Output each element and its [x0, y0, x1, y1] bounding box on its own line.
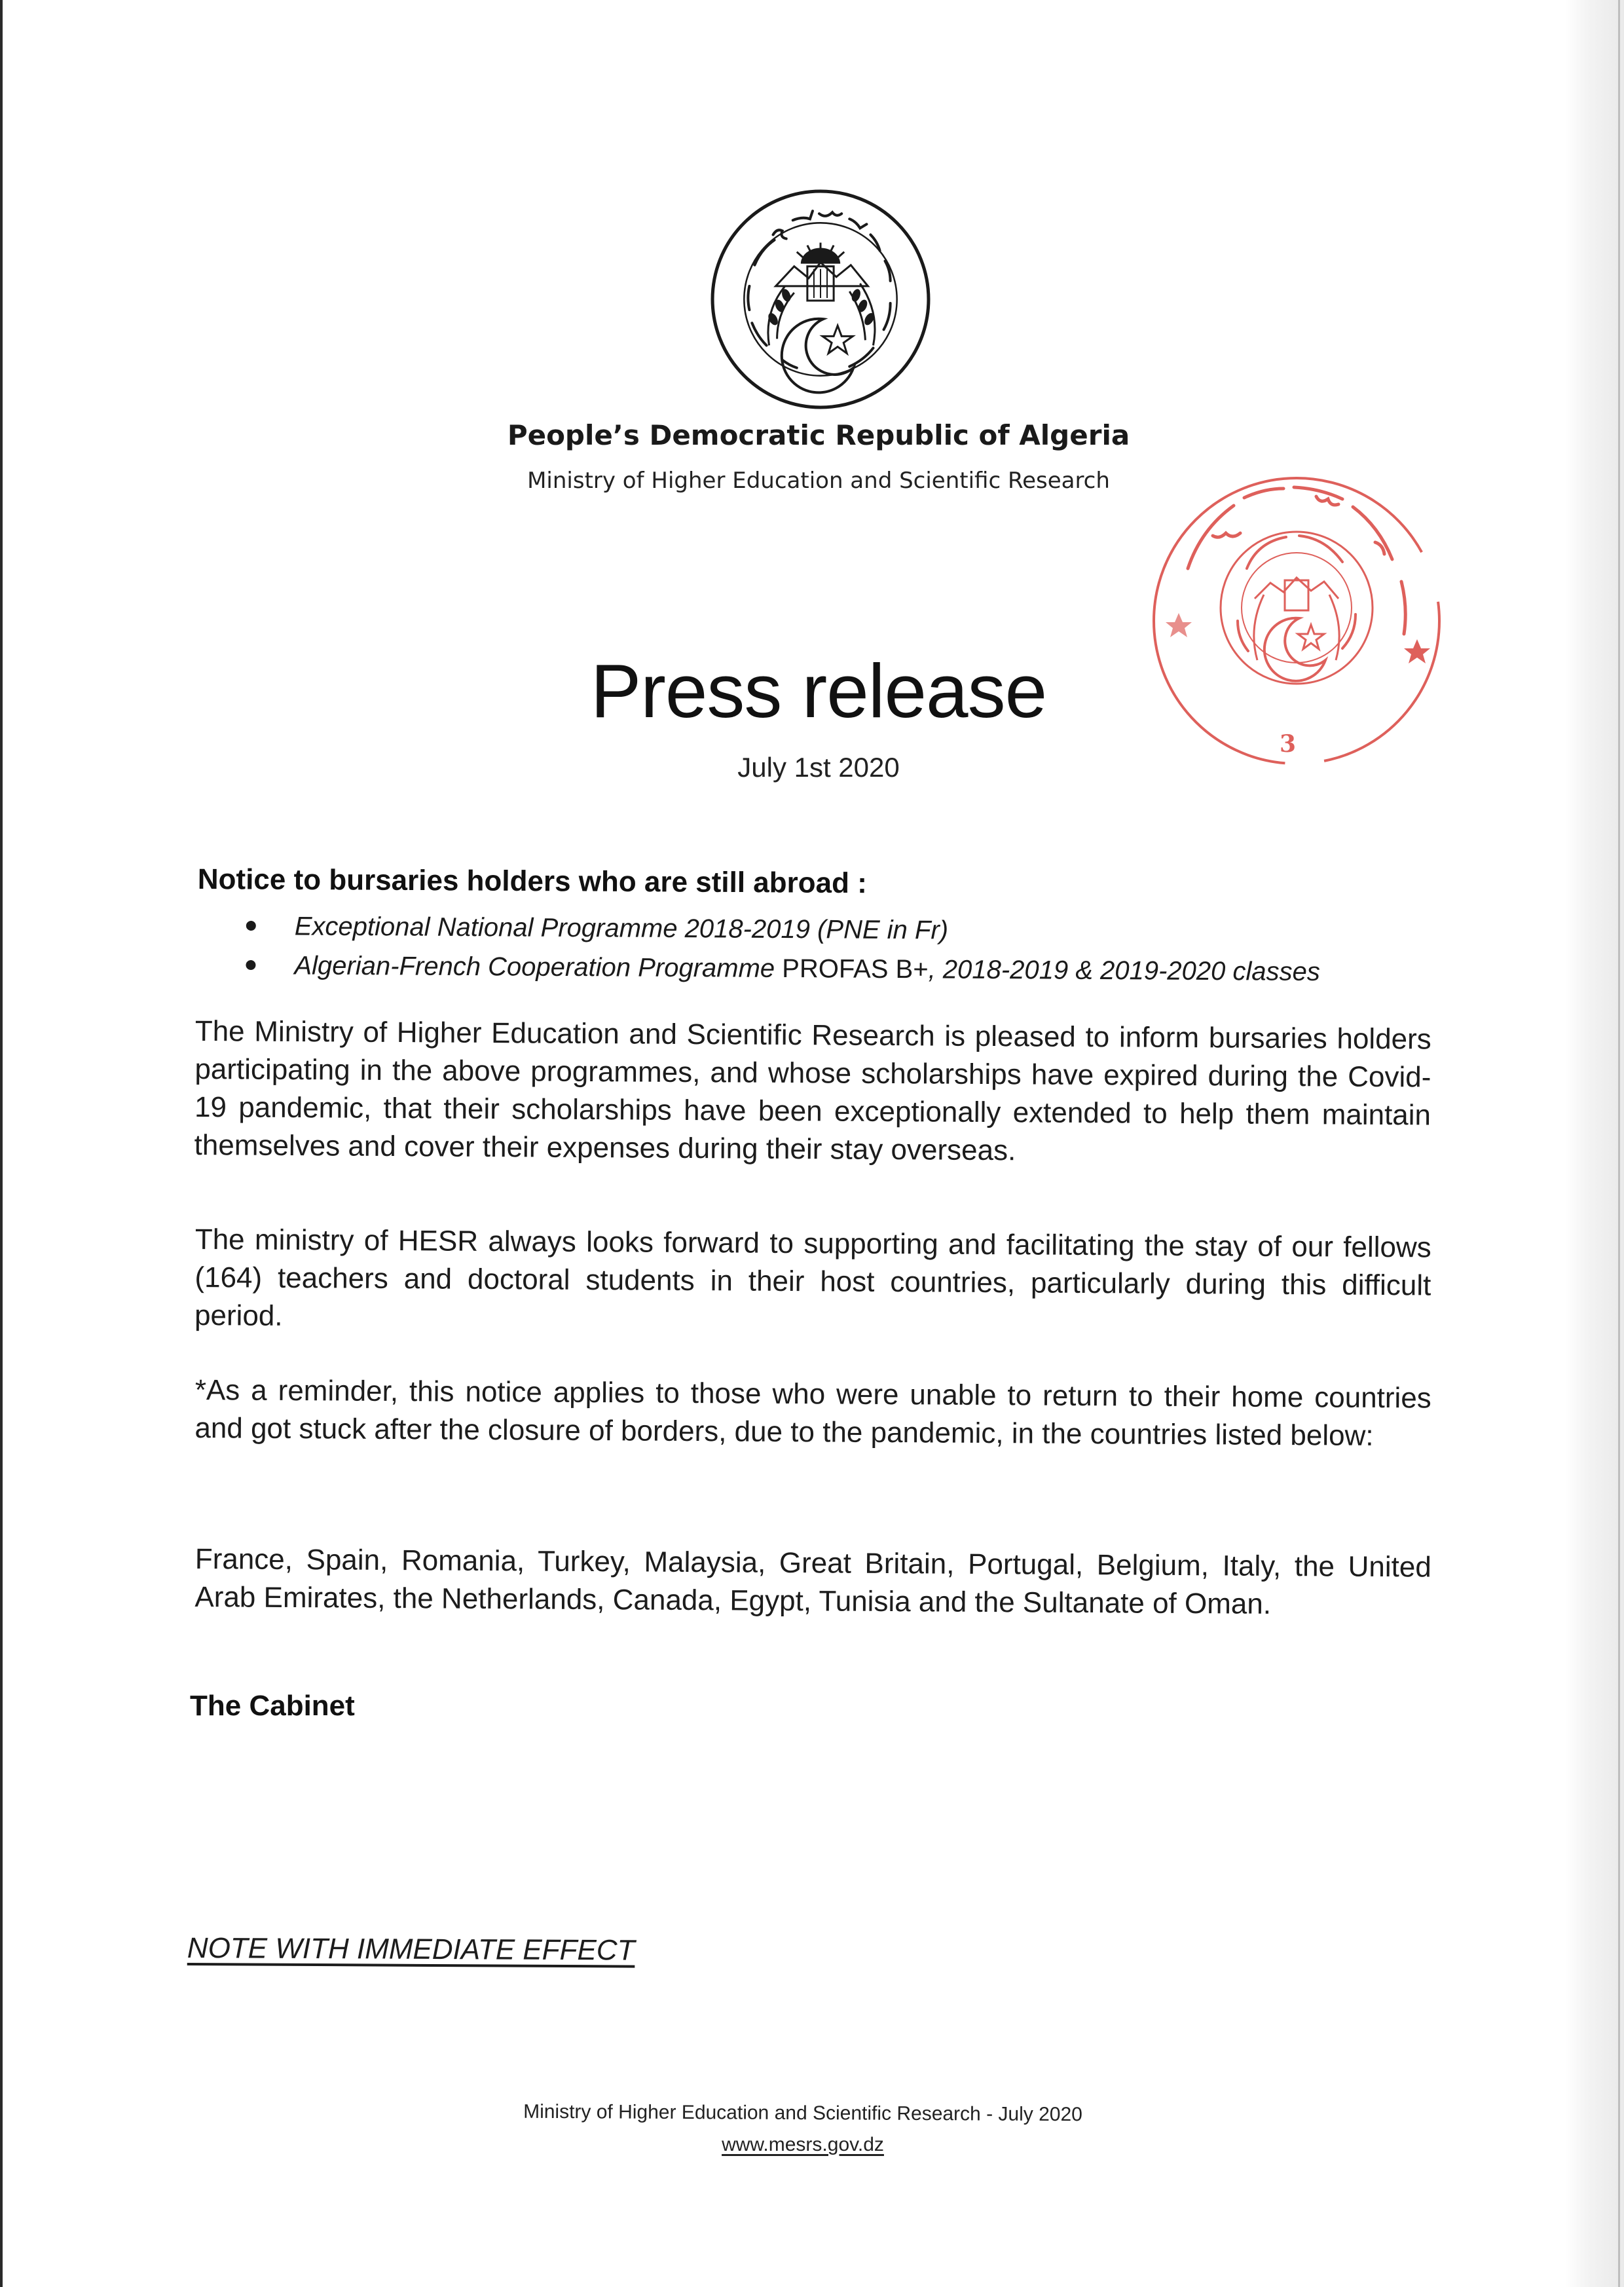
country-list: France, Spain, Romania, Turkey, Malaysia, Great Britain, Portugal, Belgium, Italy, the United Arab Emirates, the Netherlands, Canada, Egypt, Tunisia and the Sultanate of Oman.: [194, 1543, 1431, 1620]
algeria-national-emblem-icon: [709, 187, 932, 411]
effect-note: NOTE WITH IMMEDIATE EFFECT: [187, 1932, 635, 1967]
bullet-icon: [246, 960, 255, 970]
body-paragraph: *As a reminder, this notice applies to those who were unable to return to their home countries and got stuck after the closure of borders, due to the pandemic, in the countries listed below:: [194, 1374, 1431, 1452]
page-title: Press release: [590, 648, 1047, 734]
programme-classes: , 2018-2019 & 2019-2020 classes: [928, 955, 1320, 987]
ministry-name: Ministry of Higher Education and Scientific Research: [527, 468, 1110, 494]
republic-name: People’s Democratic Republic of Algeria: [507, 419, 1130, 451]
footer-text: Ministry of Higher Education and Scientific Research - July 2020: [523, 2100, 1082, 2126]
scan-edge-left: [0, 0, 3, 2287]
programme-list: [247, 906, 1320, 992]
programme-name: Exceptional National Programme 2018-2019 (PNE in Fr): [294, 912, 949, 945]
list-item: [248, 906, 1321, 952]
footer-link[interactable]: www.mesrs.gov.dz: [722, 2134, 884, 2155]
body-paragraph: The ministry of HESR always looks forward to supporting and facilitating the stay of our fellows (164) teachers and doctoral students in their host countries, particularly during this difficult period.: [194, 1223, 1431, 1332]
body-paragraph: The Ministry of Higher Education and Scientific Research is pleased to inform bursaries holders participating in the above programmes, and whose scholarships have expired during the Covid-19 pandemic, that their scholarships have been exceptionally extended to help them maintain themselves and cover their expenses during their stay overseas.: [194, 1014, 1431, 1167]
bullet-icon: [246, 921, 256, 931]
scan-edge-right: [1565, 0, 1624, 2287]
programme-name: Algerian-French Cooperation Programme: [294, 951, 783, 983]
release-date: July 1st 2020: [737, 752, 900, 783]
programme-code: PROFAS B+: [782, 954, 929, 984]
scan-edge-right-line: [1618, 0, 1620, 2287]
stamp-number: 3: [1280, 730, 1297, 758]
closing-signature: The Cabinet: [190, 1690, 355, 1722]
notice-title: Notice to bursaries holders who are still abroad :: [197, 863, 867, 900]
list-item: [247, 946, 1320, 992]
